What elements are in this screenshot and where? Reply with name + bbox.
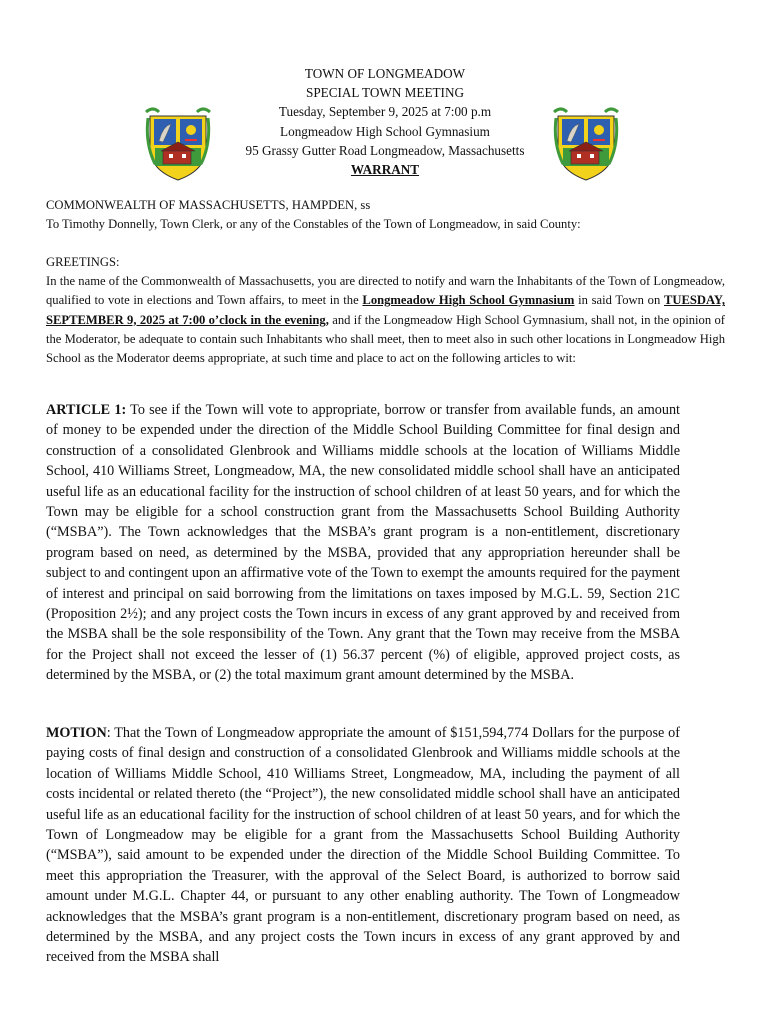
meeting-address: 95 Grassy Gutter Road Longmeadow, Massachusetts	[245, 142, 525, 158]
addressee-line: To Timothy Donnelly, Town Clerk, or any of the Constables of the Town of Longmeadow, in said County:	[46, 217, 581, 232]
greetings-text-3: and if the Longmeadow High School Gymnasium, shall not, in the opinion of the Moderator, be adequate to contain such Inhabitants who shall meet, then to meet also in such other locations in Longmeadow High School as the Moderator deems appropriate, at such time and place to act on the following articles to wit:	[46, 312, 725, 366]
greetings-paragraph	[46, 272, 725, 368]
address-block	[46, 196, 725, 234]
greetings-text-2: in said Town on	[574, 293, 664, 308]
meeting-datetime: Tuesday, September 9, 2025 at 7:00 p.m	[278, 104, 492, 120]
motion-text: : That the Town of Longmeadow appropriate the amount of $151,594,774 Dollars for the purpose of paying costs of final design and construction of a consolidated Glenbrook and Williams middle schools at the location of Williams Middle School, 410 Williams Street, Longmeadow, MA, including the payment of all costs incidental or related thereto (the “Project”), the new consolidated middle school shall have an anticipated useful life as an educational facility for the instruction of school children of at least 50 years, and for which the Town of Longmeadow may be eligible for a grant from the Massachusetts School Building Authority (“MSBA”), said amount to be expended under the direction of the Middle School Building Committee. To meet this appropriation the Treasurer, with the approval of the Select Board, is authorized to borrow said amount under M.G.L. Chapter 44, or pursuant to any other enabling authority. The Town of Longmeadow acknowledges that the MSBA’s grant program is a non-entitlement, discretionary program based on need, as determined by the MSBA, and any project costs the Town incurs in excess of any grant approved by and received from the MSBA shall	[46, 725, 680, 966]
motion	[46, 723, 680, 968]
article-1	[46, 400, 680, 686]
meeting-venue: Longmeadow High School Gymnasium	[280, 123, 490, 139]
greetings-title: GREETINGS:	[46, 255, 120, 269]
warrant-title: WARRANT	[350, 162, 420, 178]
town-name: TOWN OF LONGMEADOW	[304, 66, 466, 81]
motion-label: MOTION	[46, 725, 107, 741]
article-1-label: ARTICLE 1:	[46, 402, 127, 418]
meeting-title: SPECIAL TOWN MEETING	[306, 85, 464, 101]
date-emphasis: TUESDAY, SEPTEMBER 9, 2025 at 7:00 o’clock in the evening,	[46, 293, 725, 327]
greetings-block	[46, 253, 725, 368]
venue-emphasis: Longmeadow High School Gymnasium	[362, 293, 575, 308]
warrant-header	[0, 64, 770, 179]
commonwealth-line: COMMONWEALTH OF MASSACHUSETTS, HAMPDEN, ss	[46, 198, 371, 212]
article-1-text: To see if the Town will vote to appropriate, borrow or transfer from available funds, an amount of money to be expended under the direction of the Middle School Building Committee for final design and construction of a consolidated Glenbrook and Williams middle schools at the location of Williams Middle School, 410 Williams Street, Longmeadow, MA, the new consolidated middle school shall have an anticipated useful life as an educational facility for the instruction of school children of at least 50 years, and for which the Town may be eligible for a school construction grant from the Massachusetts School Building Authority (“MSBA”). The Town acknowledges that the MSBA’s grant program is a non-entitlement, discretionary program based on need, as determined by the MSBA, provided that any appropriation hereunder shall be subject to and contingent upon an affirmative vote of the Town to exempt the amounts required for the payment of interest and principal on said borrowing from the limitations on taxes imposed by M.G.L. 59, Section 21C (Proposition 2½); and any project costs the Town incurs in excess of any grant approved by and received from the MSBA shall be the sole responsibility of the Town. Any grant that the Town may receive from the MSBA for the Project shall not exceed the lesser of (1) 56.37 percent (%) of eligible, approved project costs, as determined by the MSBA, or (2) the total maximum grant amount determined by the MSBA.	[46, 402, 680, 684]
greetings-text-1: In the name of the Commonwealth of Massachusetts, you are directed to notify and warn the Inhabitants of the Town of Longmeadow, qualified to vote in elections and Town affairs, to meet in the	[46, 274, 725, 308]
